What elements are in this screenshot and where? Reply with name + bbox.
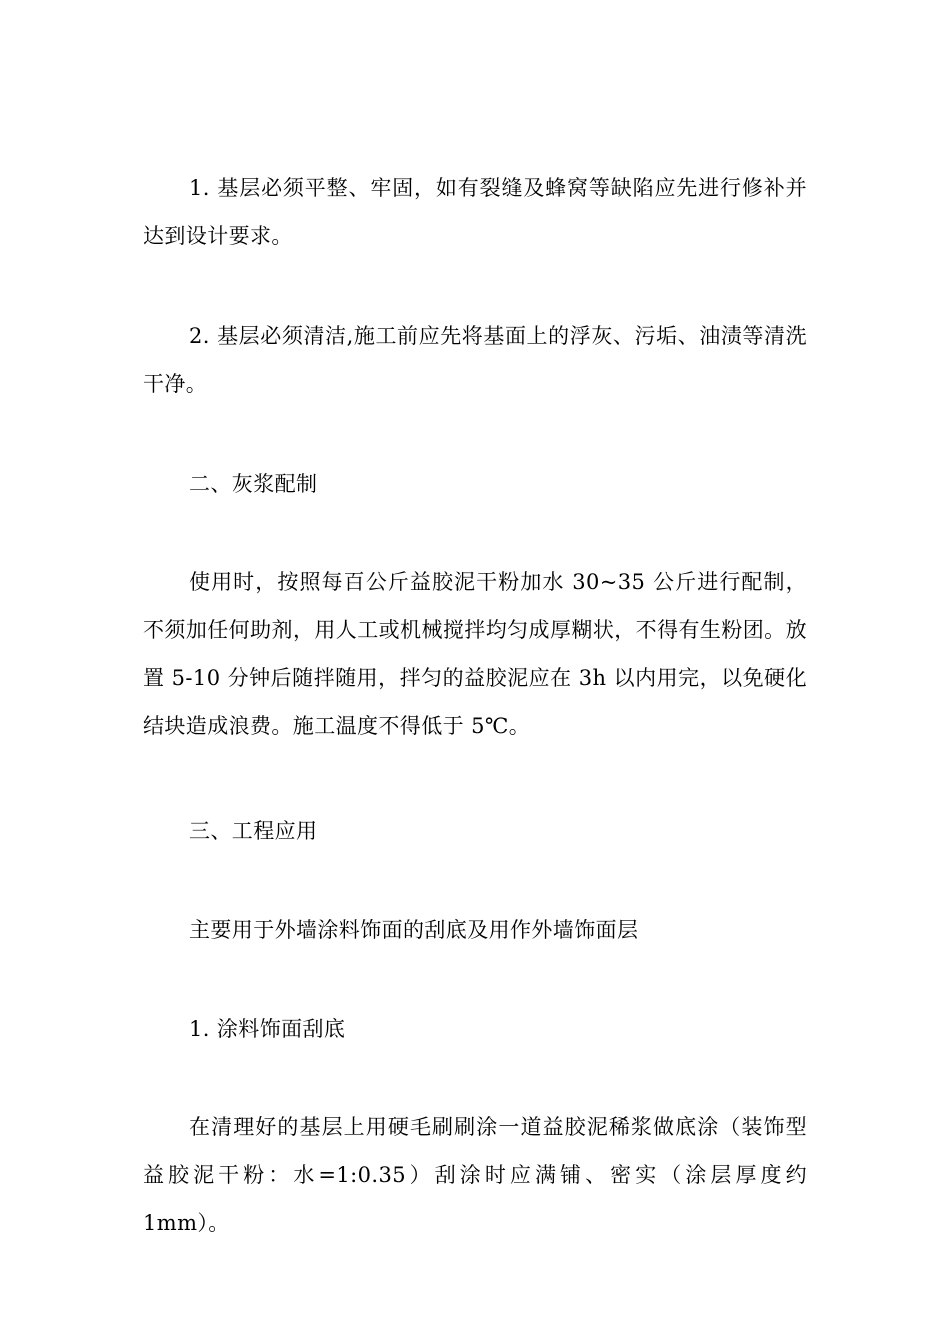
section-heading-mortar-preparation: 二、灰浆配制: [189, 472, 318, 496]
paragraph-main-use: 主要用于外墙涂料饰面的刮底及用作外墙饰面层: [189, 918, 639, 942]
paragraph-base-flatness: 1. 基层必须平整、牢固，如有裂缝及蜂窝等缺陷应先进行修补并达到设计要求。: [143, 176, 807, 248]
paragraph-base-cleaning: 2. 基层必须清洁,施工前应先将基面上的浮灰、污垢、油渍等清洗干净。: [143, 324, 807, 396]
subheading-coating-base: 1. 涂料饰面刮底: [189, 1017, 346, 1041]
paragraph-coating-base-method: 在清理好的基层上用硬毛刷刷涂一道益胶泥稀浆做底涂（装饰型益胶泥干粉：水=1:0.35）刮涂时应满铺、密实（涂层厚度约 1mm）。: [143, 1115, 807, 1235]
section-heading-engineering-application: 三、工程应用: [189, 819, 318, 843]
paragraph-mortar-preparation: 使用时，按照每百公斤益胶泥干粉加水 30~35 公斤进行配制，不须加任何助剂，用人工或机械搅拌均匀成厚糊状，不得有生粉团。放置 5-10 分钟后随拌随用，拌匀的益胶泥应在 3h 以内用完，以免硬化结块造成浪费。施工温度不得低于 5℃。: [143, 570, 807, 738]
